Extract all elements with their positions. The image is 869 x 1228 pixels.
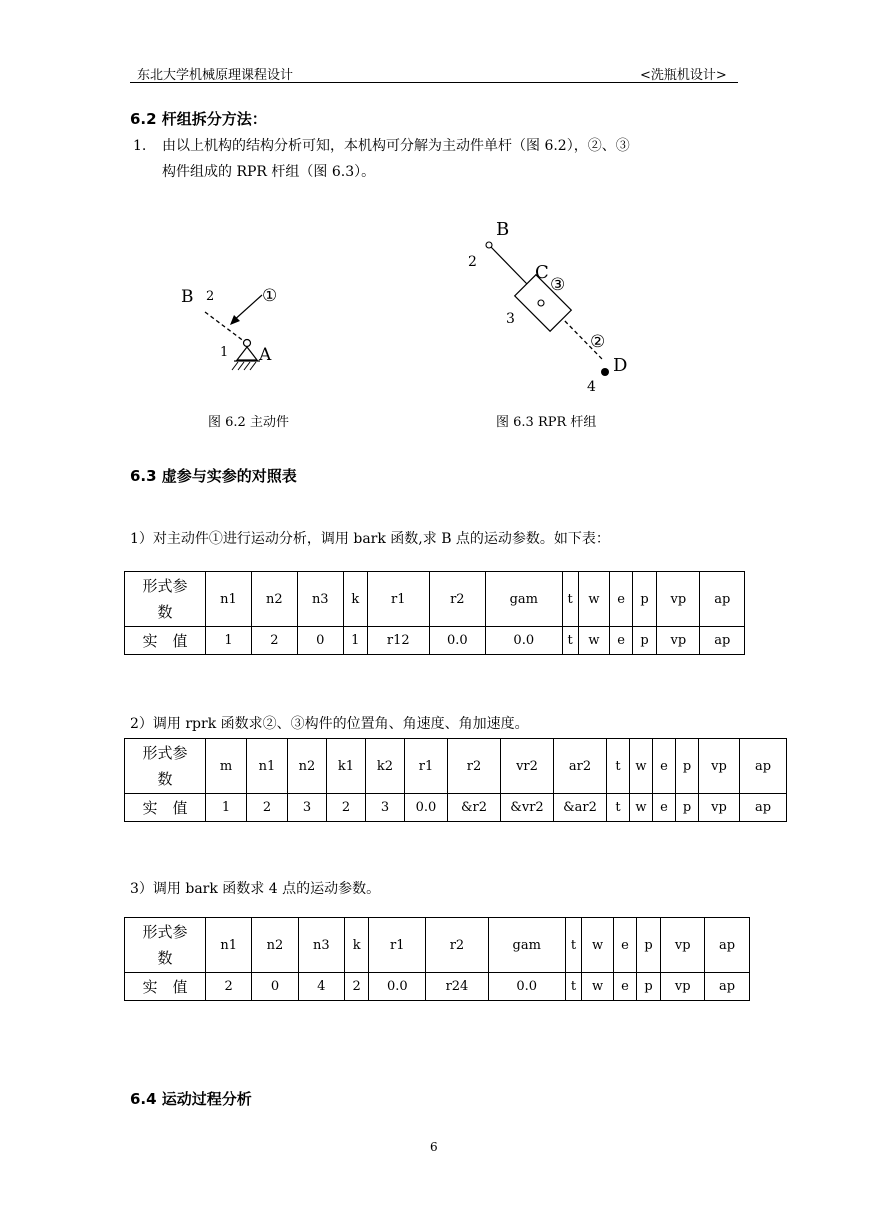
value-cell: p: [632, 627, 656, 655]
value-cell: 0: [252, 973, 298, 1001]
value-cell: 0.0: [369, 973, 426, 1001]
value-cell: 2: [344, 973, 368, 1001]
row-label-values: 实 值: [125, 973, 206, 1001]
row-label-params: 形式参 数: [125, 739, 206, 794]
joint-b-icon: [486, 242, 492, 248]
value-cell: ap: [705, 973, 750, 1001]
param-cell: vp: [661, 918, 705, 973]
value-cell: 2: [247, 794, 288, 822]
param-cell: e: [614, 918, 637, 973]
value-cell: 2: [206, 973, 252, 1001]
value-cell: 0.0: [486, 627, 562, 655]
param-cell: m: [206, 739, 247, 794]
param-cell: e: [653, 739, 676, 794]
label-C: C: [535, 262, 549, 283]
value-cell: 0: [297, 627, 343, 655]
param-cell: w: [630, 739, 653, 794]
header-right: <洗瓶机设计>: [640, 68, 727, 83]
value-cell: ap: [740, 794, 787, 822]
param-cell: r1: [367, 572, 429, 627]
param-cell: gam: [486, 572, 562, 627]
param-cell: n2: [252, 918, 298, 973]
section-6-4-title: 6.4 运动过程分析: [130, 1090, 252, 1108]
param-cell: p: [676, 739, 699, 794]
param-cell: k2: [366, 739, 405, 794]
value-cell: &vr2: [501, 794, 554, 822]
param-cell: e: [610, 572, 633, 627]
table-row-params: [125, 918, 750, 973]
value-cell: 3: [366, 794, 405, 822]
label-circled-2: ②: [590, 332, 606, 352]
param-cell: ap: [700, 572, 745, 627]
label-4: 4: [587, 379, 596, 395]
section-6-3-title: 6.3 虚参与实参的对照表: [130, 467, 297, 485]
value-cell: t: [565, 973, 581, 1001]
param-cell: r2: [429, 572, 485, 627]
item-text-line1: 由以上机构的结构分析可知，本机构可分解为主动件单杆（图 6.2），②、③: [162, 138, 630, 154]
label-circled-3: ③: [550, 275, 566, 295]
step2-table: [124, 738, 787, 822]
page-number: 6: [430, 1140, 438, 1154]
param-cell: p: [632, 572, 656, 627]
value-cell: r24: [426, 973, 488, 1001]
header-rule: [130, 82, 738, 83]
header-left: 东北大学机械原理课程设计: [137, 68, 294, 83]
param-cell: ar2: [554, 739, 607, 794]
label-B: B: [496, 219, 510, 240]
joint-c-icon: [538, 300, 544, 306]
param-cell: p: [636, 918, 660, 973]
label-2: 2: [468, 254, 477, 270]
joint-d-icon: [601, 368, 609, 376]
item-number: 1.: [133, 138, 147, 154]
value-cell: 1: [206, 627, 252, 655]
label-2: 2: [206, 289, 215, 304]
figure-6-3-caption: 图 6.3 RPR 杆组: [496, 415, 597, 430]
param-cell: k: [344, 918, 368, 973]
param-cell: t: [565, 918, 581, 973]
value-cell: r12: [367, 627, 429, 655]
param-cell: n3: [297, 572, 343, 627]
label-3: 3: [506, 311, 515, 327]
step3-text: 3）调用 bark 函数求 4 点的运动参数。: [130, 881, 381, 897]
param-cell: gam: [488, 918, 565, 973]
step2-text: 2）调用 rprk 函数求②、③构件的位置角、角速度、角加速度。: [130, 716, 529, 732]
param-cell: r2: [426, 918, 488, 973]
value-cell: 3: [288, 794, 327, 822]
fixed-support-icon: [237, 347, 257, 360]
label-1: 1: [220, 345, 229, 360]
param-cell: vp: [657, 572, 700, 627]
label-circled-1: ①: [262, 286, 278, 306]
value-cell: 1: [343, 627, 367, 655]
param-cell: n1: [206, 918, 252, 973]
figure-6-3-rpr-group: [460, 210, 640, 395]
step3-table: [124, 917, 750, 1001]
value-cell: e: [614, 973, 637, 1001]
table-row-params: [125, 739, 787, 794]
figure-6-2-caption: 图 6.2 主动件: [208, 415, 289, 430]
value-cell: vp: [657, 627, 700, 655]
label-B: B: [181, 287, 194, 307]
param-cell: w: [582, 918, 614, 973]
row-label-values: 实 值: [125, 627, 206, 655]
section-6-2-title: 6.2 杆组拆分方法：: [130, 110, 267, 128]
value-cell: w: [582, 973, 614, 1001]
param-cell: n1: [247, 739, 288, 794]
param-cell: ap: [705, 918, 750, 973]
link-upper: [490, 246, 527, 284]
label-A: A: [259, 345, 272, 365]
row-label-params: 形式参 数: [125, 572, 206, 627]
param-cell: t: [607, 739, 630, 794]
item-text-line2: 构件组成的 RPR 杆组（图 6.3）。: [162, 164, 376, 180]
value-cell: 0.0: [488, 973, 565, 1001]
param-cell: ap: [740, 739, 787, 794]
param-cell: t: [562, 572, 578, 627]
param-cell: r1: [405, 739, 448, 794]
value-cell: &ar2: [554, 794, 607, 822]
value-cell: w: [578, 627, 610, 655]
row-label-values: 实 值: [125, 794, 206, 822]
value-cell: w: [630, 794, 653, 822]
param-cell: k1: [327, 739, 366, 794]
pivot-a-icon: [244, 340, 251, 347]
param-cell: r1: [369, 918, 426, 973]
param-cell: w: [578, 572, 610, 627]
value-cell: t: [607, 794, 630, 822]
value-cell: ap: [700, 627, 745, 655]
param-cell: n2: [251, 572, 297, 627]
table-row-values: [125, 627, 745, 655]
value-cell: 0.0: [429, 627, 485, 655]
param-cell: n3: [298, 918, 344, 973]
param-cell: k: [343, 572, 367, 627]
value-cell: e: [653, 794, 676, 822]
label-D: D: [613, 355, 628, 376]
value-cell: 2: [327, 794, 366, 822]
param-cell: vp: [699, 739, 740, 794]
value-cell: 1: [206, 794, 247, 822]
figure-6-2-driving-link: [170, 270, 310, 385]
value-cell: 0.0: [405, 794, 448, 822]
step1-text: 1）对主动件①进行运动分析，调用 bark 函数,求 B 点的运动参数。如下表：: [130, 531, 610, 547]
value-cell: e: [610, 627, 633, 655]
param-cell: n1: [206, 572, 252, 627]
table-row-values: [125, 973, 750, 1001]
value-cell: &r2: [448, 794, 501, 822]
value-cell: 2: [251, 627, 297, 655]
value-cell: vp: [661, 973, 705, 1001]
table-row-params: [125, 572, 745, 627]
param-cell: n2: [288, 739, 327, 794]
value-cell: p: [636, 973, 660, 1001]
param-cell: r2: [448, 739, 501, 794]
value-cell: vp: [699, 794, 740, 822]
value-cell: p: [676, 794, 699, 822]
param-cell: vr2: [501, 739, 554, 794]
step1-table: [124, 571, 745, 655]
row-label-params: 形式参 数: [125, 918, 206, 973]
value-cell: t: [562, 627, 578, 655]
value-cell: 4: [298, 973, 344, 1001]
table-row-values: [125, 794, 787, 822]
